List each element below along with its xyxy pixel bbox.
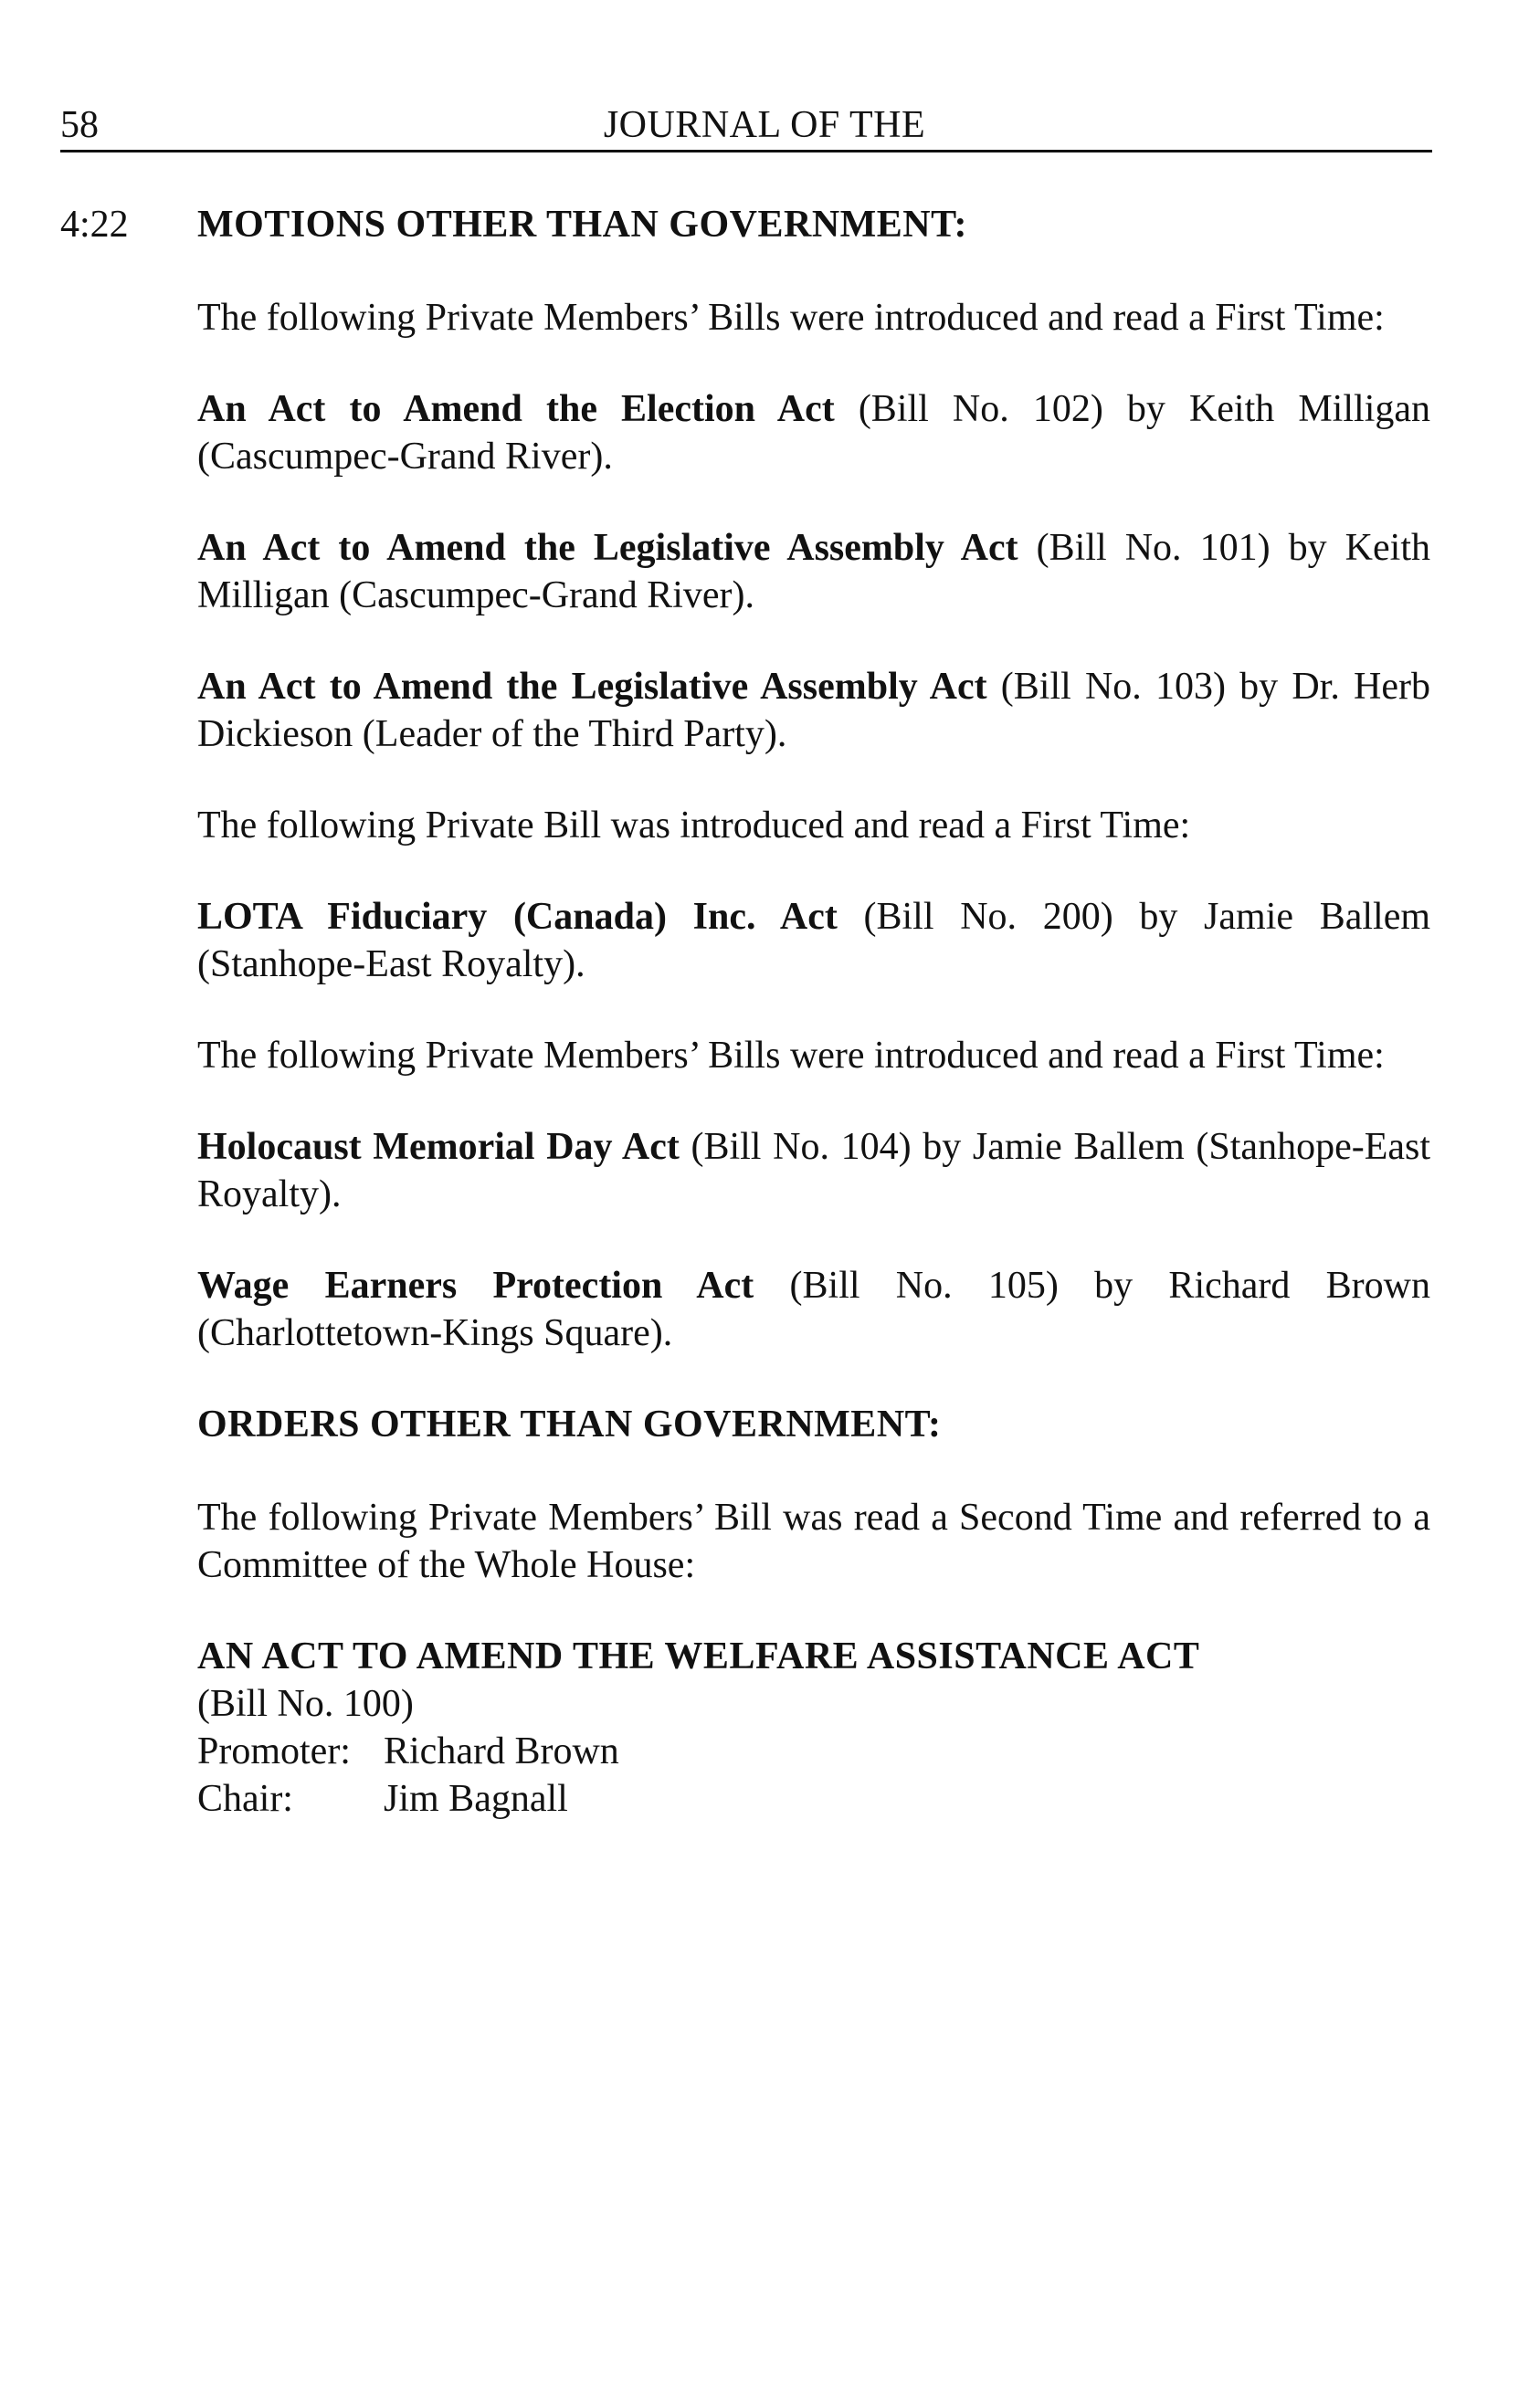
motions-heading: MOTIONS OTHER THAN GOVERNMENT: xyxy=(197,204,968,246)
chair-row xyxy=(197,1775,1430,1823)
second-reading-intro: The following Private Members’ Bill was read a Second Time and referred to a Committee of the Whole House: xyxy=(197,1497,1430,1586)
chair-label: Chair: xyxy=(197,1778,293,1820)
bill-title: Wage Earners Protection Act xyxy=(197,1265,754,1307)
bill-entry-103 xyxy=(197,663,1430,758)
bill-entry-200 xyxy=(197,893,1430,988)
chair-name: Jim Bagnall xyxy=(384,1778,568,1820)
bill-title: An Act to Amend the Legislative Assembly Act xyxy=(197,527,1018,569)
journal-content xyxy=(197,201,1430,1823)
bill-title: An Act to Amend the Election Act xyxy=(197,388,835,430)
bill-number: (Bill No. 100) xyxy=(197,1683,414,1725)
page-number: 58 xyxy=(60,104,99,146)
bill-details: (Bill No. 104) by Jamie Ballem (Stanhope-East Royalty). xyxy=(197,1126,1431,1215)
bill-title: An Act to Amend the Legislative Assembly Act xyxy=(197,666,987,708)
promoter-label: Promoter: xyxy=(197,1730,351,1772)
running-head: JOURNAL OF THE xyxy=(603,104,926,146)
orders-heading: ORDERS OTHER THAN GOVERNMENT: xyxy=(197,1404,942,1446)
bill-details: (Bill No. 105) by Richard Brown (Charlottetown-Kings Square). xyxy=(197,1265,1430,1354)
promoter-name: Richard Brown xyxy=(384,1730,619,1772)
bill-entry-105 xyxy=(197,1262,1430,1357)
committee-bill-block xyxy=(197,1633,1430,1823)
first-reading-intro: The following Private Members’ Bills were introduced and read a First Time: xyxy=(197,297,1385,339)
promoter-row xyxy=(197,1728,1430,1775)
header-rule xyxy=(60,150,1432,152)
private-bill-intro: The following Private Bill was introduced and read a First Time: xyxy=(197,804,1191,846)
time-stamp: 4:22 xyxy=(60,204,129,246)
bill-details: (Bill No. 103) by Dr. Herb Dickieson (Leader of the Third Party). xyxy=(197,666,1430,755)
bill-title: LOTA Fiduciary (Canada) Inc. Act xyxy=(197,896,838,938)
bill-title-caps: AN ACT TO AMEND THE WELFARE ASSISTANCE ACT xyxy=(197,1635,1200,1677)
bill-title: Holocaust Memorial Day Act xyxy=(197,1126,680,1168)
bill-entry-104 xyxy=(197,1123,1430,1218)
bill-entry-102 xyxy=(197,385,1430,480)
bill-details: (Bill No. 102) by Keith Milligan (Cascumpec-Grand River). xyxy=(197,388,1430,478)
bill-details: (Bill No. 200) by Jamie Ballem (Stanhope-East Royalty). xyxy=(197,896,1431,985)
first-reading-intro-2: The following Private Members’ Bills were introduced and read a First Time: xyxy=(197,1035,1385,1077)
bill-entry-101 xyxy=(197,524,1430,619)
bill-details: (Bill No. 101) by Keith Milligan (Cascumpec-Grand River). xyxy=(197,527,1430,616)
